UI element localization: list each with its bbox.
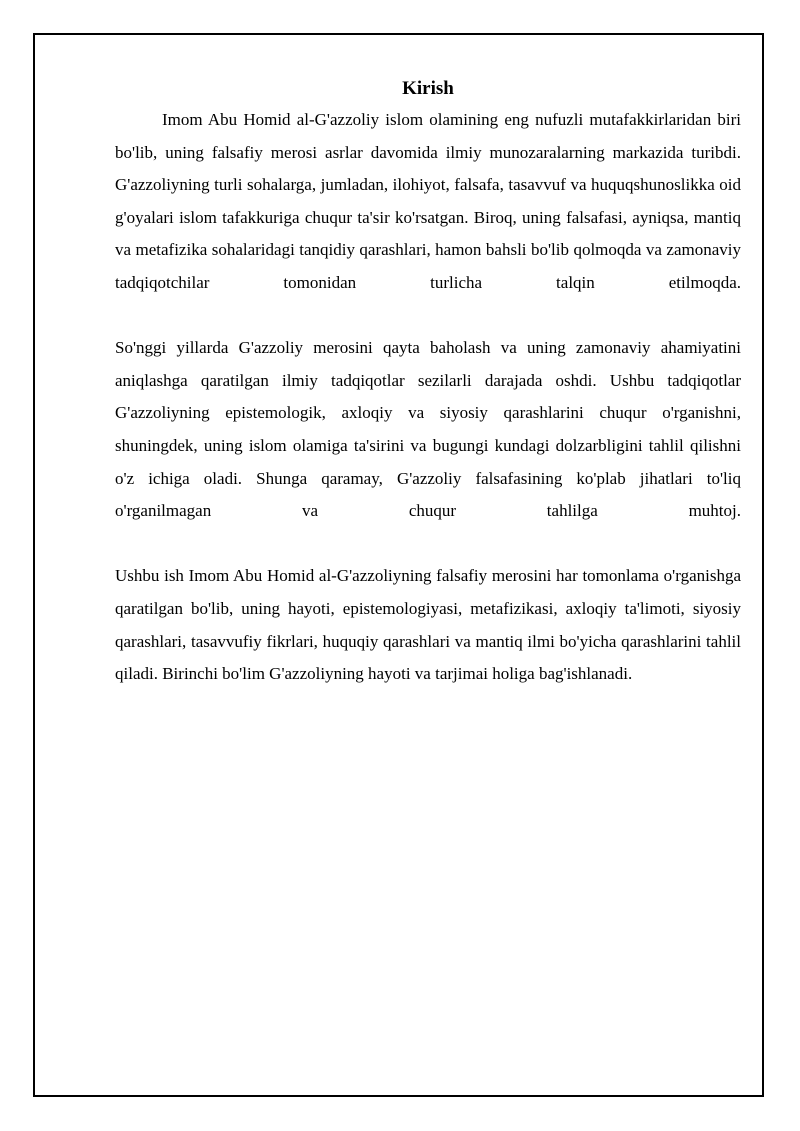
section-title: Kirish bbox=[402, 78, 454, 99]
paragraph-spacer bbox=[115, 300, 741, 333]
paragraph-1: Imom Abu Homid al-G'azzoliy islom olamining eng nufuzli mutafakkirlaridan biri bo'lib, uning falsafiy merosi asrlar davomida ilmiy munozaralarning markazida turibdi. G'azzoliyning turli sohalarga, jumladan, ilohiyot, falsafa, tasavvuf va huquqshunoslikka oid g'oyalari islom tafakkuriga chuqur ta'sir ko'rsatgan. Biroq, uning falsafasi, ayniqsa, mantiq va metafizika sohalaridagi tanqidiy qarashlari, hamon bahsli bo'lib qolmoqda va zamonaviy tadqiqotchilar tomonidan turlicha talqin etilmoqda. bbox=[115, 110, 741, 292]
paragraph-2: So'nggi yillarda G'azzoliy merosini qayta baholash va uning zamonaviy ahamiyatini aniqlashga qaratilgan ilmiy tadqiqotlar sezilarli darajada oshdi. Ushbu tadqiqotlar G'azzoliyning epistemologik, axloqiy va siyosiy qarashlarini chuqur o'rganishni, shuningdek, uning islom olamiga ta'sirini va bugungi kundagi dolzarbligini tahlil qilishni o'z ichiga oladi. Shunga qaramay, G'azzoliy falsafasining ko'plab jihatlari to'liq o'rganilmagan va chuqur tahlilga muhtoj. bbox=[115, 338, 741, 521]
paragraph-spacer bbox=[115, 528, 741, 561]
document-body bbox=[115, 74, 741, 691]
paragraph-3: Ushbu ish Imom Abu Homid al-G'azzoliyning falsafiy merosini har tomonlama o'rganishga qaratilgan bo'lib, uning hayoti, epistemologiyasi, metafizikasi, axloqiy ta'limoti, siyosiy qarashlari, tasavvufiy fikrlari, huquqiy qarashlari va mantiq ilmi bo'yicha qarashlarini tahlil qiladi. Birinchi bo'lim G'azzoliyning hayoti va tarjimai holiga bag'ishlanadi. bbox=[115, 566, 741, 684]
